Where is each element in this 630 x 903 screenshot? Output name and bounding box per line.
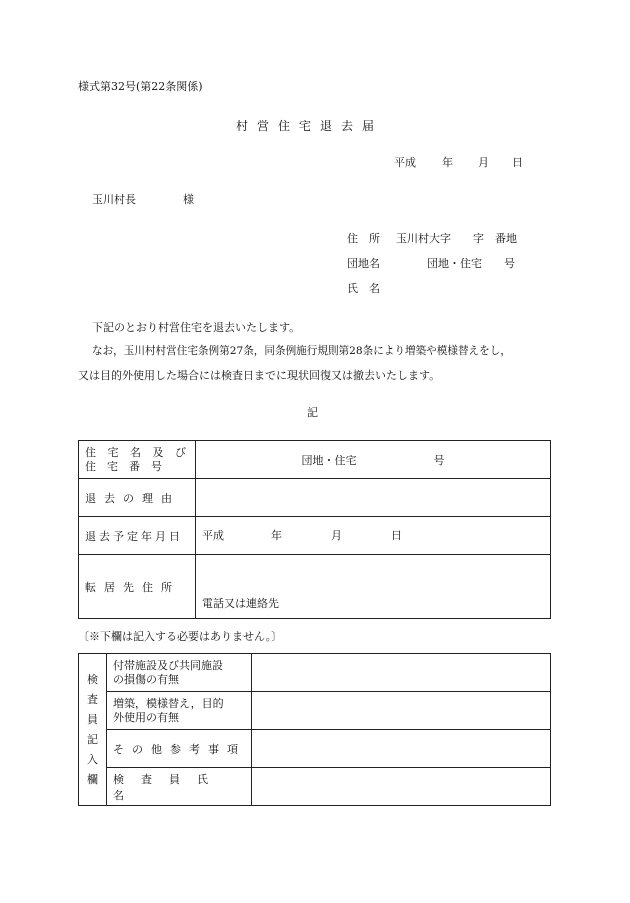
body-line-2: なお，玉川村村営住宅条例第27条，同条例施行規則第28条により増築や模様替えをし， (92, 345, 511, 357)
move-out-date-label (79, 517, 196, 555)
side-char: 査 (87, 692, 98, 706)
address-label: 住 所 (347, 232, 380, 245)
inspector-note: 〔※下欄は記入する必要はありません。〕 (78, 630, 283, 643)
new-address-value[interactable] (196, 555, 551, 619)
body-line-1: 下記のとおり村営住宅を退去いたします。 (92, 321, 301, 334)
table-row (79, 517, 551, 555)
side-char: 検 (87, 672, 98, 686)
other-notes-label-text: その他参考事項 (113, 742, 246, 756)
reason-label (79, 479, 196, 517)
phone-contact-label: 電話又は連絡先 (202, 597, 279, 610)
form-number: 様式第32号(第22条関係) (78, 80, 203, 93)
move-out-day: 日 (391, 529, 402, 542)
new-address-label-text: 転居先住所 (85, 580, 180, 594)
move-out-era: 平成 (202, 529, 224, 542)
side-char: 記 (87, 732, 98, 746)
new-address-label (79, 555, 196, 619)
house-name-label-line2: 住 宅 番 号 (85, 459, 162, 473)
table-row (79, 768, 551, 806)
side-char: 入 (87, 752, 98, 766)
move-out-month: 月 (331, 529, 342, 542)
move-out-year: 年 (271, 529, 282, 542)
date-month: 月 (478, 156, 489, 169)
inspector-name-value[interactable] (252, 768, 551, 806)
danchi-value: 団地・住宅 号 (427, 257, 515, 270)
facility-damage-line1: 付帯施設及び共同施設 (113, 658, 223, 672)
side-char: 員 (87, 712, 98, 726)
house-name-label (79, 441, 196, 479)
addressee-honorific: 様 (183, 193, 194, 206)
move-out-date-label-text: 退去予定年月日 (85, 529, 183, 543)
reason-label-text: 退去の理由 (85, 491, 180, 505)
addressee-name: 玉川村長 (92, 193, 136, 206)
facility-damage-label (107, 654, 252, 692)
reason-value[interactable] (196, 479, 551, 517)
date-year: 年 (442, 156, 453, 169)
document-title: 村営住宅退去届 (236, 119, 384, 133)
table-row (79, 730, 551, 768)
inspector-table (78, 653, 551, 806)
table-row (79, 479, 551, 517)
move-out-date-value[interactable] (196, 517, 551, 555)
address-value: 玉川村大字 字 番地 (396, 232, 517, 245)
inspector-side-label (79, 654, 107, 806)
table-row (79, 441, 551, 479)
date-era: 平成 (394, 156, 416, 169)
main-table (78, 440, 551, 619)
table-row (79, 555, 551, 619)
renovation-value[interactable] (252, 692, 551, 730)
ki-label: 記 (307, 406, 318, 419)
house-name-value-text: 団地・住宅 号 (301, 453, 445, 467)
facility-damage-line2: の損傷の有無 (113, 672, 179, 686)
inspector-name-label (107, 768, 252, 806)
other-notes-value[interactable] (252, 730, 551, 768)
inspector-name-label-text: 検査員氏名 (113, 772, 225, 802)
house-name-value[interactable] (196, 441, 551, 479)
danchi-label: 団地名 (347, 257, 380, 270)
other-notes-label (107, 730, 252, 768)
table-row (79, 654, 551, 692)
renovation-line2: 外使用の有無 (113, 710, 179, 724)
renovation-line1: 増築，模様替え，目的 (113, 696, 224, 710)
table-row (79, 692, 551, 730)
renovation-label (107, 692, 252, 730)
date-day: 日 (512, 156, 523, 169)
house-name-label-line1: 住 宅 名 及 び (85, 445, 190, 459)
applicant-name-label: 氏 名 (347, 282, 380, 295)
facility-damage-value[interactable] (252, 654, 551, 692)
body-line-3: 又は目的外使用した場合には検査日までに現状回復又は撤去いたします。 (78, 369, 441, 382)
side-char: 欄 (87, 772, 98, 786)
